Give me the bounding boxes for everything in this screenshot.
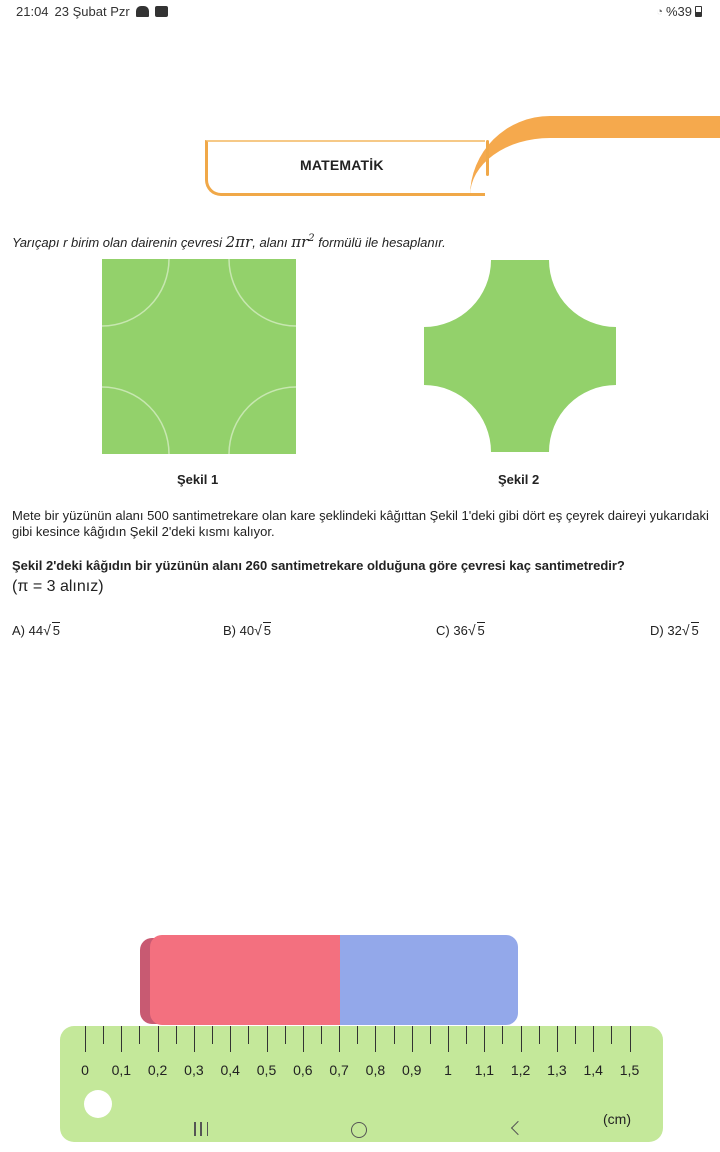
ruler-major-tick xyxy=(267,1026,268,1052)
header-swoosh-decoration xyxy=(470,116,720,256)
ruler-major-tick xyxy=(85,1026,86,1052)
ruler-unit: (cm) xyxy=(603,1111,631,1127)
ruler-minor-tick xyxy=(103,1026,104,1044)
intro-formula-text xyxy=(12,233,446,251)
figure-2-cut-shape xyxy=(424,260,616,452)
sqrt-icon: √ xyxy=(467,622,476,638)
ruler-label: 1,1 xyxy=(474,1062,495,1078)
area-formula xyxy=(291,233,314,251)
question-text: Şekil 2'deki kâğıdın bir yüzünün alanı 260 santimetrekare olduğuna göre çevresi kaç santimetredir? xyxy=(12,558,625,573)
ruler-minor-tick xyxy=(248,1026,249,1044)
choice-letter: B) xyxy=(223,623,236,638)
choice-c[interactable] xyxy=(436,622,485,638)
ruler-label: 0,3 xyxy=(184,1062,204,1078)
intro-mid1: birim olan dairenin çevresi xyxy=(67,235,226,250)
choice-letter: A) xyxy=(12,623,25,638)
figure-1-caption: Şekil 1 xyxy=(177,472,219,487)
perimeter-formula: 2πr xyxy=(225,233,253,251)
choice-letter: C) xyxy=(436,623,450,638)
gallery-icon xyxy=(155,6,168,17)
ruler-label: 0,4 xyxy=(220,1062,240,1078)
status-left xyxy=(16,4,168,19)
intro-r: r xyxy=(63,235,68,250)
choice-coefficient: 44 xyxy=(28,623,44,638)
eraser-pink-part xyxy=(150,935,340,1025)
ruler-major-tick xyxy=(557,1026,558,1052)
battery-icon xyxy=(695,6,702,17)
ruler-label: 0,5 xyxy=(256,1062,277,1078)
ruler-major-tick xyxy=(303,1026,304,1052)
choice-radicand: 5 xyxy=(477,623,485,638)
ruler-major-tick xyxy=(448,1026,449,1052)
ruler-minor-tick xyxy=(285,1026,286,1044)
square-shape xyxy=(102,259,296,454)
choice-coefficient: 32 xyxy=(667,623,682,638)
choice-radicand: 5 xyxy=(263,623,272,638)
intro-mid2: , alanı xyxy=(252,235,292,250)
ruler-label: 1,5 xyxy=(619,1062,640,1078)
ruler-major-tick xyxy=(194,1026,195,1052)
ruler-minor-tick xyxy=(575,1026,576,1044)
people-icon xyxy=(136,6,149,17)
wifi-icon: ◔ xyxy=(656,5,663,18)
ruler-label: 1,2 xyxy=(510,1062,531,1078)
ruler-label: 0,1 xyxy=(111,1062,132,1078)
sqrt-icon: √ xyxy=(254,622,262,638)
choice-coefficient: 40 xyxy=(239,623,255,638)
recent-apps-icon[interactable] xyxy=(194,1122,208,1136)
status-right xyxy=(656,4,702,19)
ruler-major-tick xyxy=(412,1026,413,1052)
choice-radicand: 5 xyxy=(691,623,699,638)
ruler-minor-tick xyxy=(502,1026,503,1044)
status-date: 23 Şubat Pzr xyxy=(54,4,130,19)
ruler-major-tick xyxy=(521,1026,522,1052)
cut-shape xyxy=(424,260,616,452)
ruler-label: 0,8 xyxy=(365,1062,386,1078)
ruler-label: 1,4 xyxy=(583,1062,603,1078)
ruler-label: 1,3 xyxy=(547,1062,567,1078)
ruler-label: 0,6 xyxy=(293,1062,313,1078)
ruler-major-tick xyxy=(121,1026,122,1052)
ruler-label: 1 xyxy=(444,1062,452,1078)
choice-coefficient: 36 xyxy=(453,623,468,638)
ruler-minor-tick xyxy=(321,1026,322,1044)
choice-radicand: 5 xyxy=(52,623,61,638)
ruler-minor-tick xyxy=(611,1026,612,1044)
status-bar xyxy=(0,0,720,26)
subject-title: MATEMATİK xyxy=(300,157,384,173)
ruler-minor-tick xyxy=(357,1026,358,1044)
ruler-minor-tick xyxy=(430,1026,431,1044)
ruler-major-tick xyxy=(339,1026,340,1052)
pi-note: (π = 3 alınız) xyxy=(12,578,104,595)
ruler-major-tick xyxy=(484,1026,485,1052)
choice-a[interactable] xyxy=(12,622,60,638)
area-formula-exponent: 2 xyxy=(308,233,315,244)
area-formula-base: πr xyxy=(291,233,309,251)
intro-pre: Yarıçapı xyxy=(12,235,64,250)
choice-letter: D) xyxy=(650,623,664,638)
ruler-label: 0,7 xyxy=(329,1062,349,1078)
ruler-minor-tick xyxy=(466,1026,467,1044)
figure-1-square xyxy=(102,259,296,454)
sqrt-icon: √ xyxy=(681,622,690,638)
ruler-hole xyxy=(84,1090,112,1118)
ruler-label: 0,2 xyxy=(147,1062,168,1078)
ruler-minor-tick xyxy=(539,1026,540,1044)
eraser-blue-part xyxy=(340,935,518,1025)
sqrt-icon: √ xyxy=(43,622,51,638)
home-icon[interactable] xyxy=(351,1122,367,1138)
ruler-major-tick xyxy=(230,1026,231,1052)
choice-d[interactable] xyxy=(650,622,699,638)
status-time: 21:04 xyxy=(16,4,49,19)
choice-b[interactable] xyxy=(223,622,271,638)
intro-post: formülü ile hesaplanır. xyxy=(314,235,446,250)
ruler-minor-tick xyxy=(139,1026,140,1044)
ruler-major-tick xyxy=(158,1026,159,1052)
eraser-measure-object[interactable] xyxy=(150,935,518,1025)
ruler-label: 0 xyxy=(81,1062,89,1078)
ruler-minor-tick xyxy=(212,1026,213,1044)
ruler-major-tick xyxy=(630,1026,631,1052)
ruler-major-tick xyxy=(593,1026,594,1052)
problem-text: Mete bir yüzünün alanı 500 santimetrekare olan kare şeklindeki kâğıttan Şekil 1'deki gibi dört eş çeyrek daireyi yukarıdaki gibi kesince kâğıdın Şekil 2'deki kısmı kalıyor. xyxy=(12,508,709,539)
ruler-label: 0,9 xyxy=(401,1062,422,1078)
ruler-minor-tick xyxy=(176,1026,177,1044)
battery-level: %39 xyxy=(665,4,692,19)
ruler-minor-tick xyxy=(394,1026,395,1044)
ruler-major-tick xyxy=(375,1026,376,1052)
figure-2-caption: Şekil 2 xyxy=(498,472,540,487)
